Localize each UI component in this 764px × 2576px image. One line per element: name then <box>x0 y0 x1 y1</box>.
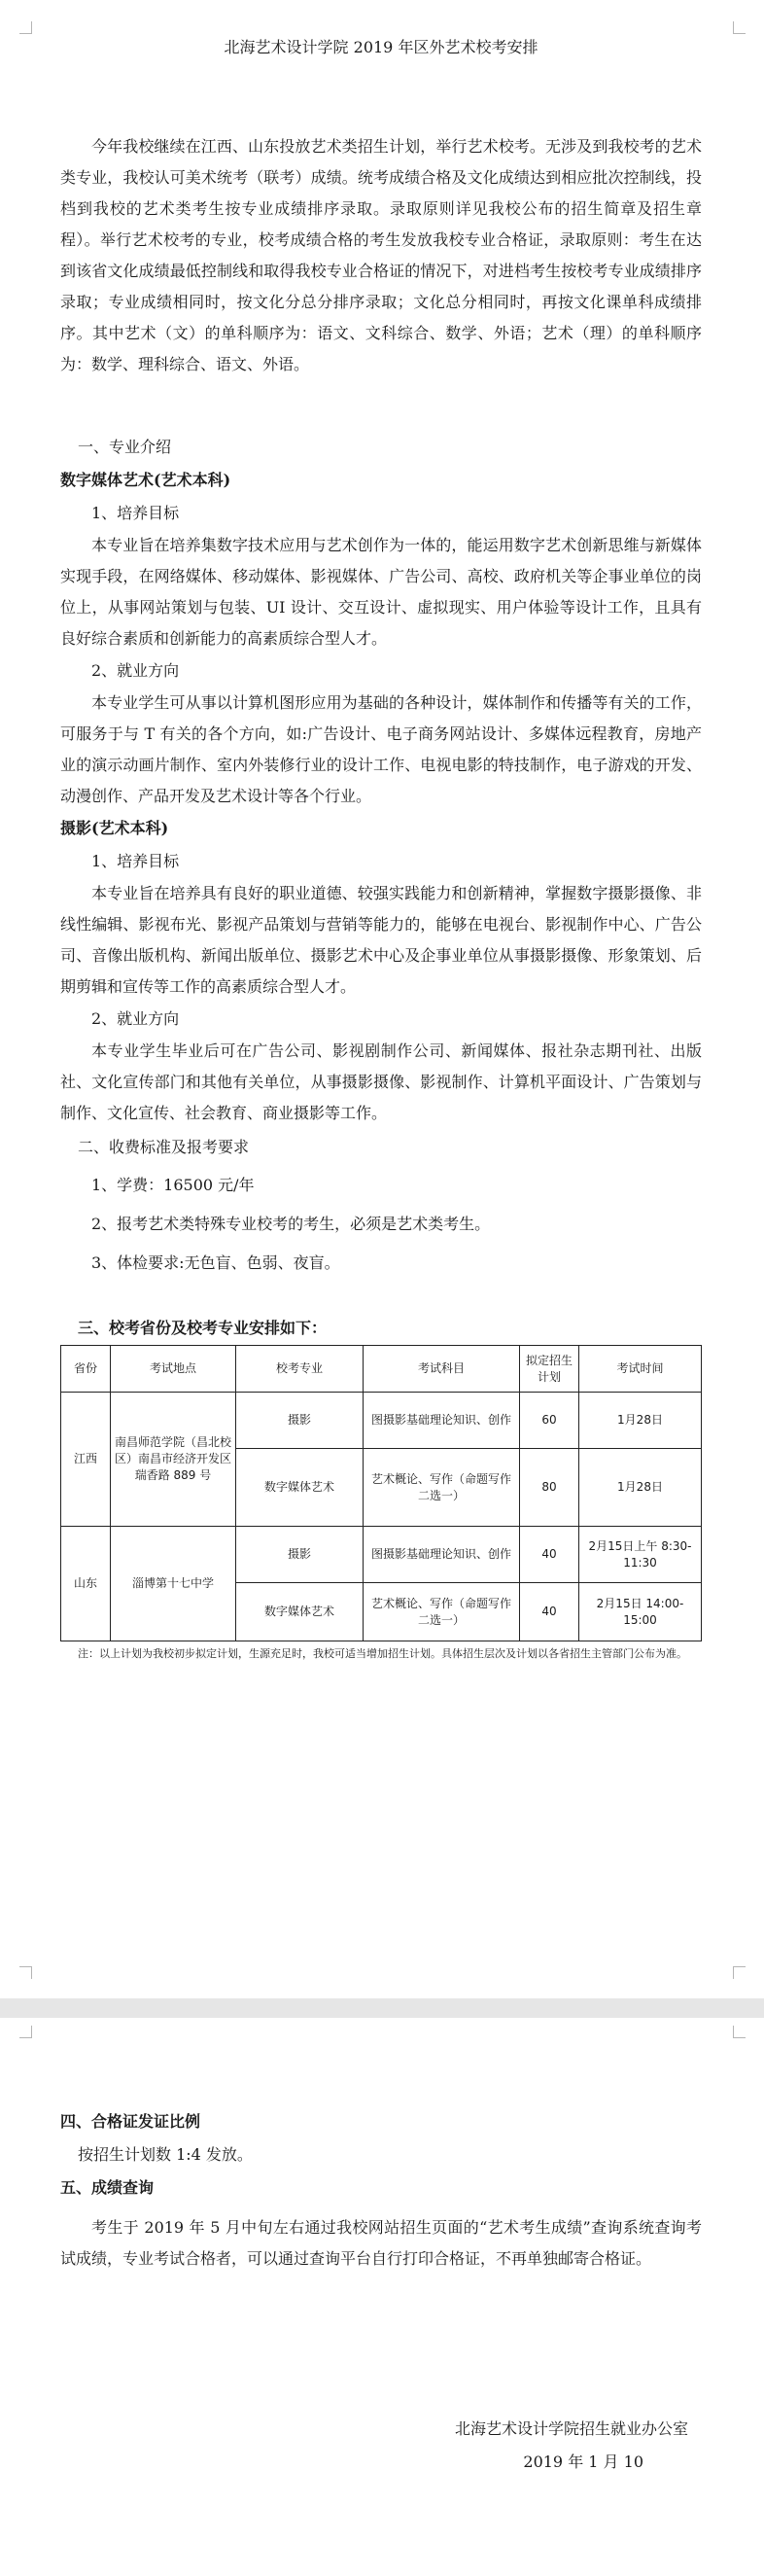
corner-mark <box>733 1966 746 1979</box>
requirement-item: 1、学费：16500 元/年 <box>91 1176 255 1194</box>
plan-cell: 40 <box>520 1583 579 1641</box>
corner-mark <box>733 21 746 34</box>
plan-cell: 60 <box>520 1393 579 1449</box>
province-cell: 江西 <box>61 1393 111 1527</box>
province-cell: 山东 <box>61 1527 111 1641</box>
document-page-2 <box>0 2018 764 2576</box>
table-row <box>61 1393 702 1449</box>
table-header-row <box>61 1346 702 1393</box>
section-heading-5: 五、成绩查询 <box>60 2178 155 2197</box>
job-label: 2、就业方向 <box>91 1009 180 1028</box>
major-cell: 摄影 <box>236 1527 364 1583</box>
header-cell: 拟定招生计划 <box>520 1346 579 1393</box>
plan-cell: 80 <box>520 1449 579 1527</box>
section-heading-2: 二、收费标准及报考要求 <box>78 1138 250 1156</box>
goal-paragraph: 本专业旨在培养具有良好的职业道德、较强实践能力和创新精神，掌握数字摄影摄像、非线性编辑、影视布光、影视产品策划与营销等能力的，能够在电视台、影视制作中心、广告公司、音像出版机构、新闻出版单位、摄影艺术中心及企事业单位从事摄影摄像、形象策划、后期剪辑和宣传等工作的高素质综合型人才。 <box>60 884 702 996</box>
issuing-office: 北海艺术设计学院招生就业办公室 <box>454 2419 688 2438</box>
page-title: 北海艺术设计学院 2019 年区外艺术校考安排 <box>224 38 538 56</box>
corner-mark <box>19 2026 32 2038</box>
plan-cell: 40 <box>520 1527 579 1583</box>
subject-cell: 艺术概论、写作（命题写作二选一） <box>364 1449 520 1527</box>
certificate-ratio-text: 按招生计划数 1:4 发放。 <box>78 2145 253 2164</box>
requirement-item: 3、体检要求:无色盲、色弱、夜盲。 <box>91 1253 340 1272</box>
section-heading-3: 三、校考省份及校考专业安排如下： <box>78 1319 328 1337</box>
header-cell: 校考专业 <box>236 1346 364 1393</box>
time-cell: 1月28日 <box>579 1393 702 1449</box>
page-2-content <box>60 2105 702 2479</box>
table-row <box>61 1527 702 1583</box>
section-heading-1: 一、专业介绍 <box>78 438 172 456</box>
time-cell: 1月28日 <box>579 1449 702 1527</box>
major-cell: 摄影 <box>236 1393 364 1449</box>
corner-mark <box>733 2026 746 2038</box>
score-query-paragraph: 考生于 2019 年 5 月中旬左右通过我校网站招生页面的“艺术考生成绩”查询系统查询考试成绩，专业考试合格者，可以通过查询平台自行打印合格证，不再单独邮寄合格证。 <box>60 2218 702 2268</box>
job-label: 2、就业方向 <box>91 661 180 680</box>
table-note: 注：以上计划为我校初步拟定计划，生源充足时，我校可适当增加招生计划。具体招生层次及计划以各省招生主管部门公布为准。 <box>78 1647 687 1660</box>
job-paragraph: 本专业学生可从事以计算机图形应用为基础的各种设计，媒体制作和传播等有关的工作，可服务于与 T 有关的各个方向，如:广告设计、电子商务网站设计、多媒体远程教育，房地产业的演示动画片制作、室内外装修行业的设计工作、电视电影的特技制作，电子游戏的开发、动漫创作、产品开发及艺术设计等各个行业。 <box>60 693 702 805</box>
job-paragraph: 本专业学生毕业后可在广告公司、影视剧制作公司、新闻媒体、报社杂志期刊社、出版社、文化宣传部门和其他有关单位，从事摄影摄像、影视制作、计算机平面设计、广告策划与制作、文化宣传、社会教育、商业摄影等工作。 <box>60 1041 702 1122</box>
page-1-content <box>60 35 702 1662</box>
header-cell: 考试科目 <box>364 1346 520 1393</box>
subject-cell: 图摄影基础理论知识、创作 <box>364 1527 520 1583</box>
major-cell: 数字媒体艺术 <box>236 1583 364 1641</box>
major-name-digital-media: 数字媒体艺术(艺术本科) <box>60 471 231 489</box>
page-gap <box>0 1998 764 2018</box>
goal-label: 1、培养目标 <box>91 504 180 522</box>
header-cell: 考试地点 <box>111 1346 236 1393</box>
intro-paragraph: 今年我校继续在江西、山东投放艺术类招生计划，举行艺术校考。无涉及到我校考的艺术类专业，我校认可美术统考（联考）成绩。统考成绩合格及文化成绩达到相应批次控制线，投档到我校的艺术类考生按专业成绩排序录取。录取原则详见我校公布的招生简章及招生章程）。举行艺术校考的专业，校考成绩合格的考生发放我校专业合格证，录取原则：考生在达到该省文化成绩最低控制线和取得我校专业合格证的情况下，对进档考生按校考专业成绩排序录取；专业成绩相同时，按文化分总分排序录取；文化总分相同时，再按文化课单科成绩排序。其中艺术（文）的单科顺序为：语文、文科综合、数学、外语；艺术（理）的单科顺序为：数学、理科综合、语文、外语。 <box>60 137 702 373</box>
time-cell: 2月15日上午 8:30-11:30 <box>579 1527 702 1583</box>
requirement-item: 2、报考艺术类特殊专业校考的考生，必须是艺术类考生。 <box>91 1215 491 1233</box>
header-cell: 考试时间 <box>579 1346 702 1393</box>
section-heading-4: 四、合格证发证比例 <box>60 2112 201 2131</box>
issue-date: 2019 年 1 月 10 <box>523 2452 643 2471</box>
major-cell: 数字媒体艺术 <box>236 1449 364 1527</box>
goal-paragraph: 本专业旨在培养集数字技术应用与艺术创作为一体的，能运用数字艺术创新思维与新媒体实现手段，在网络媒体、移动媒体、影视媒体、广告公司、高校、政府机关等企事业单位的岗位上，从事网站策划与包装、UI 设计、交互设计、虚拟现实、用户体验等设计工作，且具有良好综合素质和创新能力的高素质综合型人才。 <box>60 536 702 648</box>
header-cell: 省份 <box>61 1346 111 1393</box>
corner-mark <box>19 1966 32 1979</box>
location-cell: 淄博第十七中学 <box>111 1527 236 1641</box>
goal-label: 1、培养目标 <box>91 852 180 870</box>
subject-cell: 图摄影基础理论知识、创作 <box>364 1393 520 1449</box>
exam-schedule-table <box>60 1345 702 1641</box>
corner-mark <box>19 21 32 34</box>
location-cell: 南昌师范学院（昌北校区）南昌市经济开发区瑞香路 889 号 <box>111 1393 236 1527</box>
major-name-photography: 摄影(艺术本科) <box>60 819 169 837</box>
subject-cell: 艺术概论、写作（命题写作二选一） <box>364 1583 520 1641</box>
time-cell: 2月15日 14:00-15:00 <box>579 1583 702 1641</box>
